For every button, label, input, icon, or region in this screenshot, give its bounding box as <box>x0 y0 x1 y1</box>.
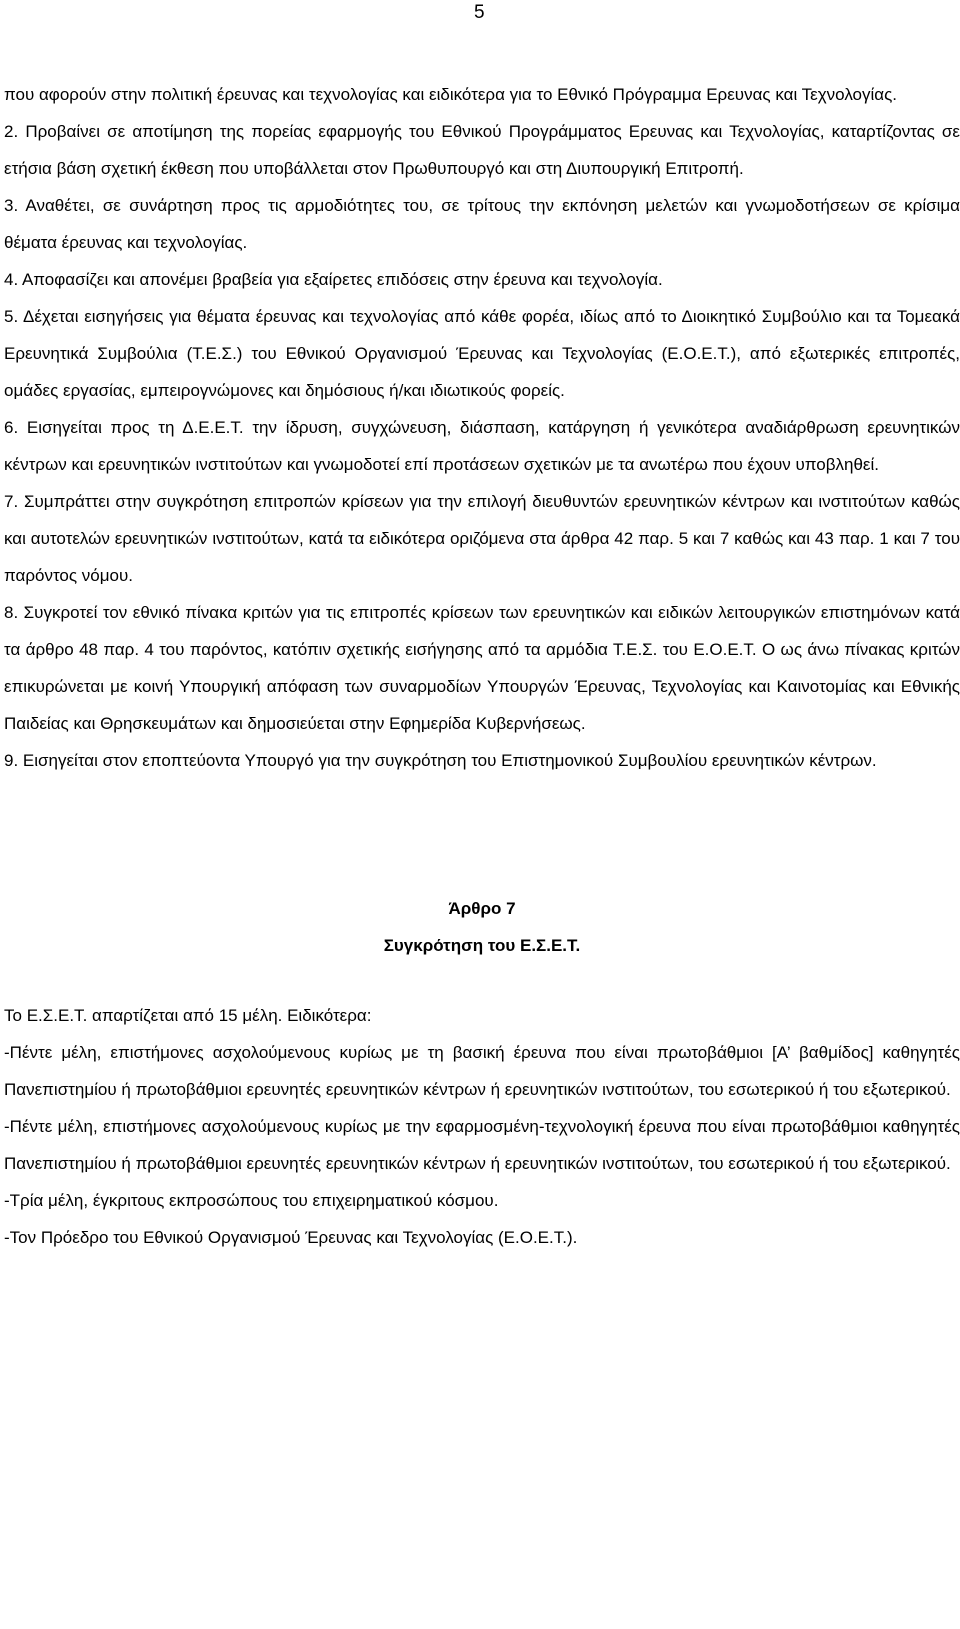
paragraph-item-8: 8. Συγκροτεί τον εθνικό πίνακα κριτών για τις επιτροπές κρίσεων των ερευνητικών και ειδικών λειτουργικών επιστημόνων κατά τα άρθρο 48 παρ. 4 του παρόντος, κατόπιν σχετικής εισήγησης από τα αρμόδια Τ.Ε.Σ. του Ε.Ο.Ε.Τ. Ο ως άνω πίνακας κριτών επικυρώνεται με κοινή Υπουργική απόφαση των συναρμοδίων Υπουργών Έρευνας, Τεχνολογίας και Καινοτομίας και Εθνικής Παιδείας και Θρησκευμάτων και δημοσιεύεται στην Εφημερίδα Κυβερνήσεως. <box>4 603 960 733</box>
paragraph-members-applied-research: -Πέντε μέλη, επιστήμονες ασχολούμενους κυρίως με την εφαρμοσμένη-τεχνολογική έρευνα που είναι πρωτοβάθμιοι καθηγητές Πανεπιστημίου ή πρωτοβάθμιοι ερευνητές ερευνητικών κέντρων ή ερευνητικών ινστιτούτων, του εσωτερικού ή του εξωτερικού. <box>4 1117 960 1173</box>
spacer <box>4 779 960 890</box>
page-number: 5 <box>474 2 485 23</box>
paragraph-item-3: 3. Αναθέτει, σε συνάρτηση προς τις αρμοδιότητες του, σε τρίτους την εκπόνηση μελετών και γνωμοδοτήσεων σε κρίσιμα θέματα έρευνας και τεχνολογίας. <box>4 196 960 252</box>
paragraph-item-6: 6. Εισηγείται προς τη Δ.Ε.Ε.Τ. την ίδρυση, συγχώνευση, διάσπαση, κατάργηση ή γενικότερα αναδιάρθρωση ερευνητικών κέντρων και ερευνητικών ινστιτούτων και γνωμοδοτεί επί προτάσεων σχετικών με τα ανωτέρω που έχουν υποβληθεί. <box>4 418 960 474</box>
paragraph-members-business: -Τρία μέλη, έγκριτους εκπροσώπους του επιχειρηματικού κόσμου. <box>4 1191 499 1210</box>
paragraph-composition: Το Ε.Σ.Ε.Τ. απαρτίζεται από 15 μέλη. Ειδικότερα: <box>4 1006 372 1025</box>
paragraph-item-5: 5. Δέχεται εισηγήσεις για θέματα έρευνας και τεχνολογίας από κάθε φορέα, ιδίως από το Διοικητικό Συμβούλιο και τα Τομεακά Ερευνητικά Συμβούλια (Τ.Ε.Σ.) του Εθνικού Οργανισμού Έρευνας και Τεχνολογίας (Ε.Ο.Ε.Τ.), από εξωτερικές επιτροπές, ομάδες εργασίας, εμπειρογνώμονες και δημόσιους ή/και ιδιωτικούς φορείς. <box>4 307 960 400</box>
paragraph-members-basic-research: -Πέντε μέλη, επιστήμονες ασχολούμενους κυρίως με τη βασική έρευνα που είναι πρωτοβάθμιοι [Α’ βαθμίδος] καθηγητές Πανεπιστημίου ή πρωτοβάθμιοι ερευνητές ερευνητικών κέντρων ή ερευνητικών ινστιτούτων, του εσωτερικού ή του εξωτερικού. <box>4 1043 960 1099</box>
paragraph-president: -Τον Πρόεδρο του Εθνικού Οργανισμού Έρευνας και Τεχνολογίας (Ε.Ο.Ε.Τ.). <box>4 1228 578 1247</box>
article-number: Άρθρο 7 <box>448 899 516 918</box>
document-body <box>4 76 960 1256</box>
article-title: Συγκρότηση του Ε.Σ.Ε.Τ. <box>383 936 581 955</box>
paragraph-item-9: 9. Εισηγείται στον εποπτεύοντα Υπουργό για την συγκρότηση του Επιστημονικού Συμβουλίου ερευνητικών κέντρων. <box>4 751 877 770</box>
paragraph-item-2: 2. Προβαίνει σε αποτίμηση της πορείας εφαρμογής του Εθνικού Προγράμματος Ερευνας και Τεχνολογίας, καταρτίζοντας σε ετήσια βάση σχετική έκθεση που υποβάλλεται στον Πρωθυπουργό και στη Διυπουργική Επιτροπή. <box>4 122 960 178</box>
paragraph-item-4: 4. Αποφασίζει και απονέμει βραβεία για εξαίρετες επιδόσεις στην έρευνα και τεχνολογία. <box>4 270 663 289</box>
spacer <box>4 964 960 997</box>
paragraph-item-7: 7. Συμπράττει στην συγκρότηση επιτροπών κρίσεων για την επιλογή διευθυντών ερευνητικών κέντρων και ινστιτούτων καθώς και αυτοτελών ερευνητικών ινστιτούτων, κατά τα ειδικότερα οριζόμενα στα άρθρα 42 παρ. 5 και 7 καθώς και 43 παρ. 1 και 7 του παρόντος νόμου. <box>4 492 960 585</box>
paragraph-intro: που αφορούν στην πολιτική έρευνας και τεχνολογίας και ειδικότερα για το Εθνικό Πρόγραμμα Ερευνας και Τεχνολογίας. <box>4 85 898 104</box>
